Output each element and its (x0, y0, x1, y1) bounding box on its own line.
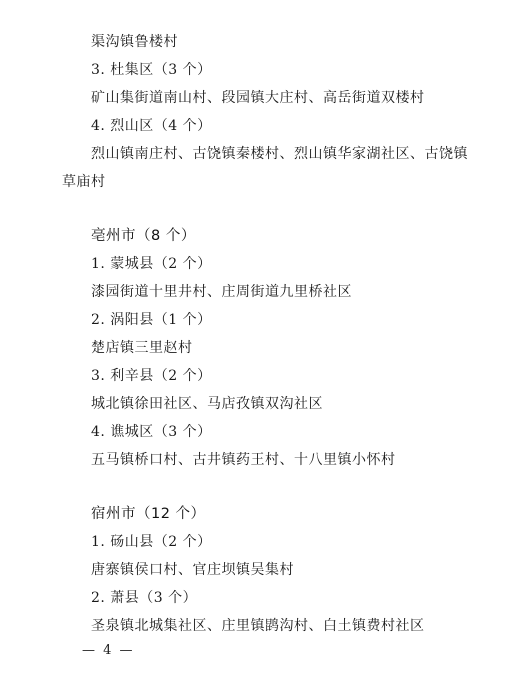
village-list-line: 渠沟镇鲁楼村 (91, 34, 178, 50)
district-subheading: 2. 涡阳县（1 个） (91, 312, 212, 328)
village-list-line: 圣泉镇北城集社区、庄里镇鹍沟村、白土镇费村社区 (91, 618, 425, 634)
city-heading-suzhou: 宿州市（12 个） (91, 506, 206, 522)
district-subheading: 3. 杜集区（3 个） (91, 62, 212, 78)
district-subheading: 3. 利辛县（2 个） (91, 368, 212, 384)
district-subheading: 1. 砀山县（2 个） (91, 534, 212, 550)
village-list-line: 矿山集街道南山村、段园镇大庄村、高岳街道双楼村 (91, 90, 425, 106)
village-list-line-continuation: 草庙村 (62, 174, 106, 190)
page-number: — 4 — (82, 643, 135, 658)
village-list-line: 烈山镇南庄村、古饶镇秦楼村、烈山镇华家湖社区、古饶镇 (91, 146, 468, 162)
village-list-line: 五马镇桥口村、古井镇药王村、十八里镇小怀村 (91, 452, 396, 468)
district-subheading: 2. 萧县（3 个） (91, 590, 198, 606)
village-list-line: 楚店镇三里赵村 (91, 340, 193, 356)
district-subheading: 4. 谯城区（3 个） (91, 424, 212, 440)
village-list-line: 漆园街道十里井村、庄周街道九里桥社区 (91, 284, 352, 300)
city-heading-bozhou: 亳州市（8 个） (91, 228, 196, 244)
district-subheading: 1. 蒙城县（2 个） (91, 256, 212, 272)
district-subheading: 4. 烈山区（4 个） (91, 118, 212, 134)
village-list-line: 唐寨镇侯口村、官庄坝镇吴集村 (91, 562, 294, 578)
village-list-line: 城北镇徐田社区、马店孜镇双沟社区 (91, 396, 323, 412)
